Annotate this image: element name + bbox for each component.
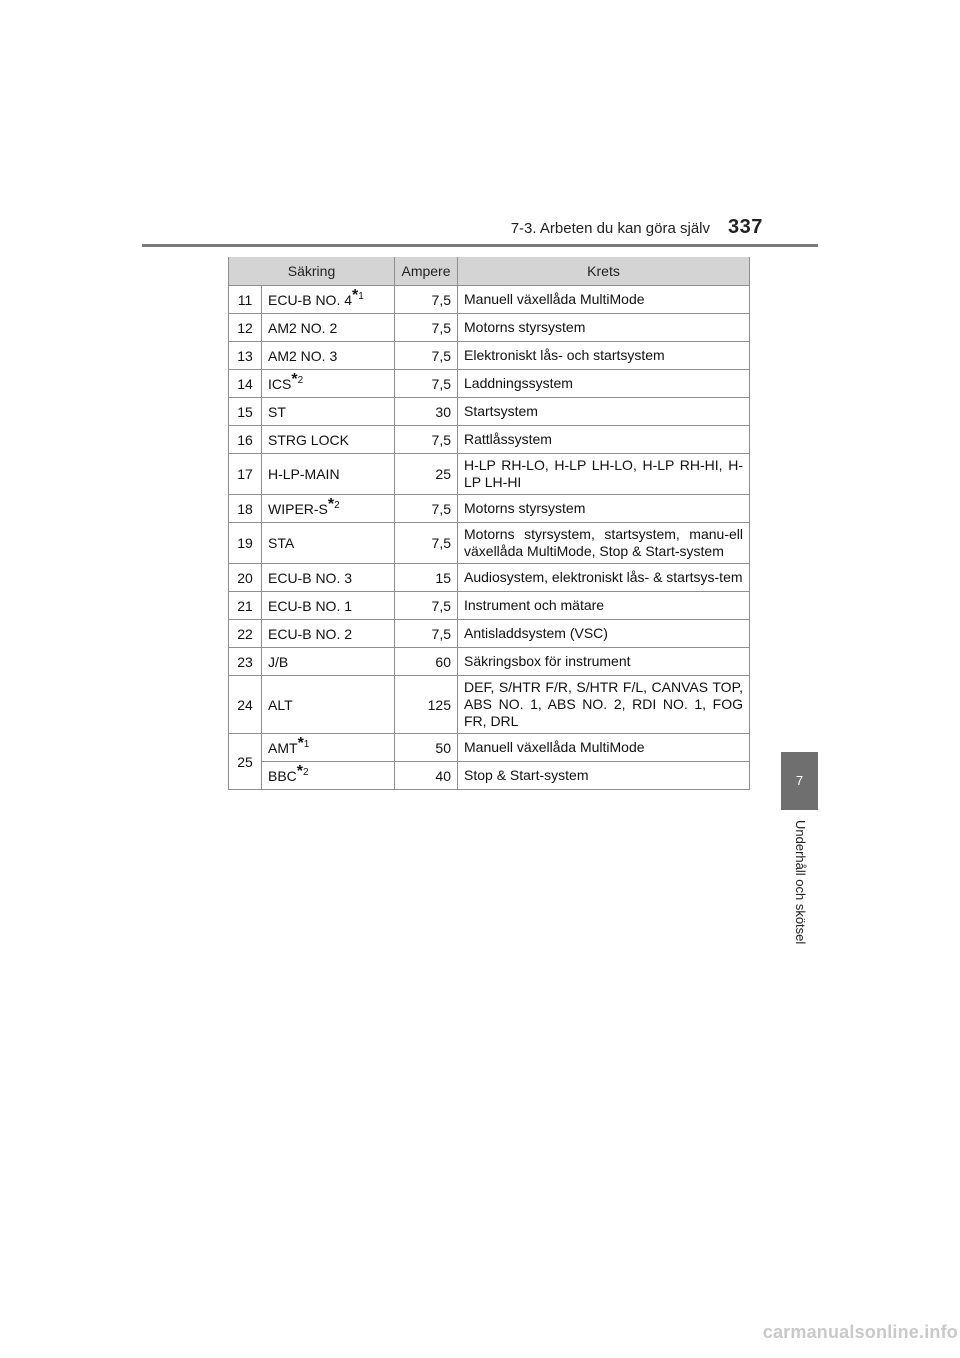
fuse-ampere: 40 <box>395 762 458 790</box>
fuse-name-cell <box>262 734 395 762</box>
fuse-name-cell <box>262 286 395 314</box>
chapter-side-label: Underhåll och skötsel <box>793 820 808 945</box>
footnote-mark: *2 <box>291 370 304 388</box>
fuse-name-cell <box>262 495 395 523</box>
fuse-name: ECU-B NO. 1 <box>262 592 395 620</box>
fuse-ampere: 7,5 <box>395 523 458 564</box>
table-row <box>229 342 750 370</box>
fuse-number: 11 <box>229 286 262 314</box>
footnote-mark: *1 <box>297 734 310 752</box>
table-row <box>229 676 750 734</box>
fuse-circuit: Stop & Start-system <box>458 762 750 790</box>
fuse-circuit: Motorns styrsystem <box>458 495 750 523</box>
fuse-ampere: 7,5 <box>395 495 458 523</box>
fuse-name: AM2 NO. 3 <box>262 342 395 370</box>
header-rule <box>142 244 818 247</box>
fuse-circuit: Elektroniskt lås- och startsystem <box>458 342 750 370</box>
table-row <box>229 648 750 676</box>
fuse-circuit: Motorns styrsystem <box>458 314 750 342</box>
table-row <box>229 592 750 620</box>
fuse-number: 20 <box>229 564 262 592</box>
fuse-name: WIPER-S <box>268 500 328 517</box>
table-row <box>229 370 750 398</box>
fuse-table <box>228 257 750 790</box>
fuse-circuit: Laddningssystem <box>458 370 750 398</box>
fuse-number: 12 <box>229 314 262 342</box>
fuse-ampere: 60 <box>395 648 458 676</box>
column-header-sakring: Säkring <box>229 257 395 286</box>
fuse-name-cell <box>262 762 395 790</box>
footnote-mark: *2 <box>296 762 309 780</box>
table-row <box>229 762 750 790</box>
column-header-krets: Krets <box>458 257 750 286</box>
fuse-number: 21 <box>229 592 262 620</box>
fuse-number: 18 <box>229 495 262 523</box>
table-row <box>229 398 750 426</box>
fuse-name: ECU-B NO. 4 <box>268 291 353 308</box>
table-row <box>229 314 750 342</box>
fuse-circuit: DEF, S/HTR F/R, S/HTR F/L, CANVAS TOP, ABS NO. 1, ABS NO. 2, RDI NO. 1, FOG FR, DRL <box>458 676 750 734</box>
table-row <box>229 454 750 495</box>
fuse-number: 19 <box>229 523 262 564</box>
fuse-name: ST <box>262 398 395 426</box>
fuse-number: 15 <box>229 398 262 426</box>
fuse-name: AMT <box>268 739 298 756</box>
fuse-name: ICS <box>268 375 292 392</box>
fuse-name: BBC <box>268 767 297 784</box>
fuse-ampere: 125 <box>395 676 458 734</box>
fuse-number: 25 <box>229 734 262 790</box>
page-number: 337 <box>728 216 763 238</box>
fuse-ampere: 50 <box>395 734 458 762</box>
table-row <box>229 523 750 564</box>
fuse-ampere: 7,5 <box>395 286 458 314</box>
fuse-circuit: Motorns styrsystem, startsystem, manu-ell växellåda MultiMode, Stop & Start-system <box>458 523 750 564</box>
fuse-name: ALT <box>262 676 395 734</box>
footnote-mark: *2 <box>327 495 340 513</box>
fuse-ampere: 7,5 <box>395 592 458 620</box>
fuse-ampere: 7,5 <box>395 342 458 370</box>
watermark: carmanualsonline.info <box>762 1322 958 1342</box>
fuse-number: 22 <box>229 620 262 648</box>
table-row <box>229 734 750 762</box>
table-row <box>229 426 750 454</box>
fuse-circuit: Instrument och mätare <box>458 592 750 620</box>
fuse-ampere: 7,5 <box>395 426 458 454</box>
fuse-name: STRG LOCK <box>262 426 395 454</box>
fuse-ampere: 7,5 <box>395 620 458 648</box>
chapter-tab: 7 <box>781 752 818 810</box>
table-row <box>229 495 750 523</box>
fuse-ampere: 7,5 <box>395 370 458 398</box>
fuse-name: J/B <box>262 648 395 676</box>
column-header-ampere: Ampere <box>395 257 458 286</box>
table-row <box>229 564 750 592</box>
fuse-circuit: H-LP RH-LO, H-LP LH-LO, H-LP RH-HI, H-LP LH-HI <box>458 454 750 495</box>
fuse-name: H-LP-MAIN <box>262 454 395 495</box>
fuse-name-cell <box>262 370 395 398</box>
fuse-ampere: 15 <box>395 564 458 592</box>
fuse-name: ECU-B NO. 3 <box>262 564 395 592</box>
fuse-number: 23 <box>229 648 262 676</box>
fuse-circuit: Rattlåssystem <box>458 426 750 454</box>
fuse-number: 17 <box>229 454 262 495</box>
fuse-circuit: Startsystem <box>458 398 750 426</box>
fuse-circuit: Manuell växellåda MultiMode <box>458 286 750 314</box>
fuse-number: 14 <box>229 370 262 398</box>
table-row <box>229 286 750 314</box>
fuse-name: STA <box>262 523 395 564</box>
fuse-ampere: 30 <box>395 398 458 426</box>
fuse-circuit: Audiosystem, elektroniskt lås- & startsys-tem <box>458 564 750 592</box>
fuse-circuit: Manuell växellåda MultiMode <box>458 734 750 762</box>
fuse-number: 13 <box>229 342 262 370</box>
table-header-row <box>229 257 750 286</box>
fuse-name: ECU-B NO. 2 <box>262 620 395 648</box>
fuse-circuit: Säkringsbox för instrument <box>458 648 750 676</box>
section-title: 7-3. Arbeten du kan göra själv <box>510 220 710 237</box>
footnote-mark: *1 <box>352 286 364 304</box>
table-row <box>229 620 750 648</box>
fuse-number: 16 <box>229 426 262 454</box>
fuse-ampere: 7,5 <box>395 314 458 342</box>
fuse-circuit: Antisladdsystem (VSC) <box>458 620 750 648</box>
fuse-number: 24 <box>229 676 262 734</box>
fuse-ampere: 25 <box>395 454 458 495</box>
fuse-name: AM2 NO. 2 <box>262 314 395 342</box>
